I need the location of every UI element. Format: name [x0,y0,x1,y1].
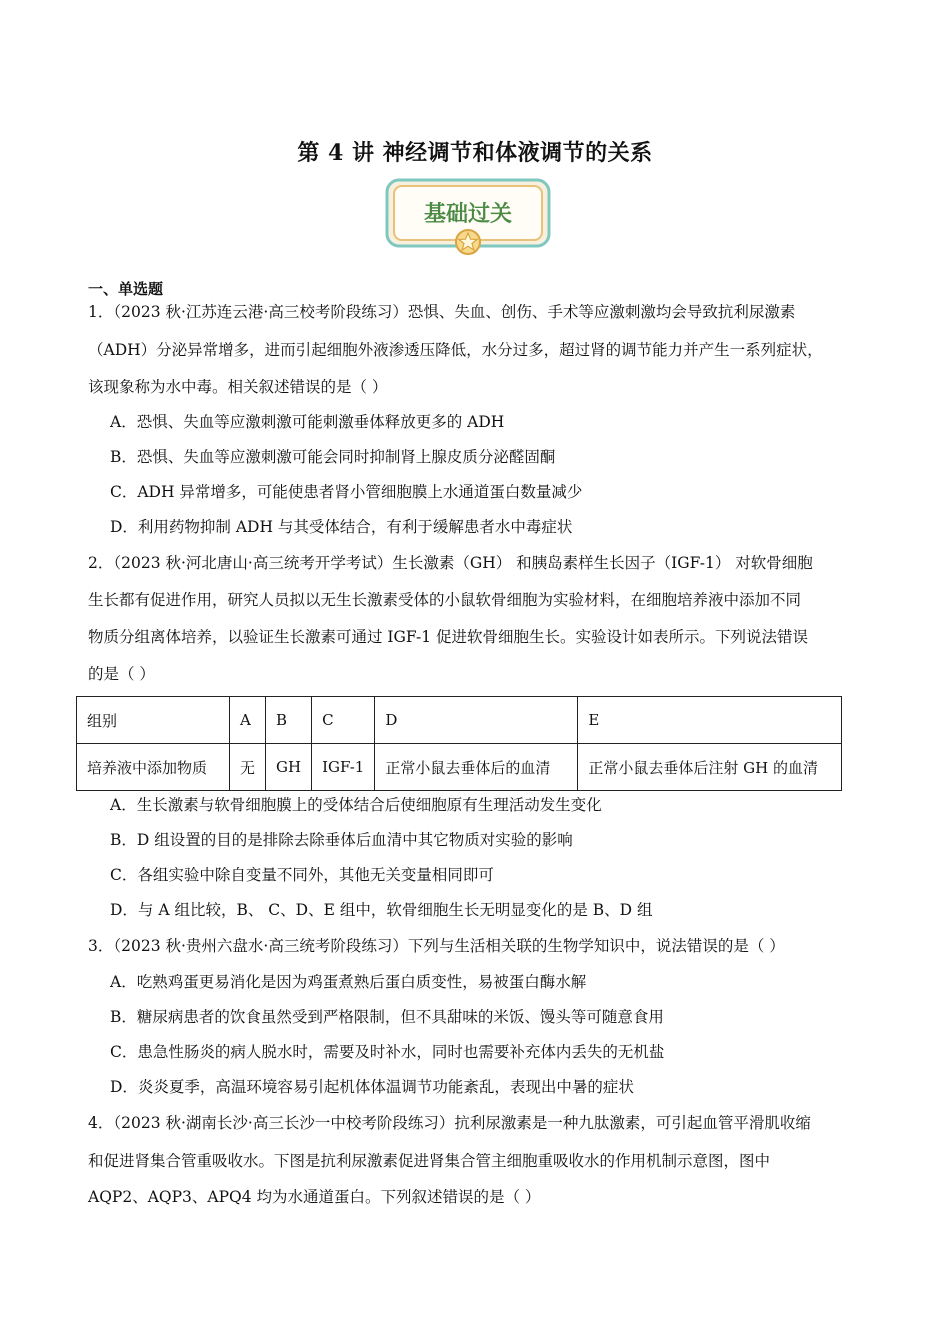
badge-label: 基础过关 [423,202,513,227]
table-cell: 无 [230,744,266,791]
table-cell: A [230,697,266,744]
q2-stem-line: 2．（2023 秋·河北唐山·高三统考开学考试）生长激素（GH） 和胰岛素样生长因子（IGF-1） 对软骨细胞 [88,554,813,572]
q2-stem-line: 生长都有促进作用，研究人员拟以无生长激素受体的小鼠软骨细胞为实验材料，在细胞培养液中添加不同 [88,591,802,609]
q4-stem-line: AQP2、AQP3、APQ4 均为水通道蛋白。下列叙述错误的是（ ） [88,1188,541,1206]
table-cell: 培养液中添加物质 [77,744,230,791]
q3-option-c[interactable]: C．患急性肠炎的病人脱水时，需要及时补水，同时也需要补充体内丢失的无机盐 [110,1043,665,1061]
table-cell: C [312,697,375,744]
table-cell: E [578,697,842,744]
q1-stem-line: 1．（2023 秋·江苏连云港·高三校考阶段练习）恐惧、失血、创伤、手术等应激刺激均会导致抗利尿激素 [88,303,796,321]
q4-stem-line: 和促进肾集合管重吸收水。下图是抗利尿激素促进肾集合管主细胞重吸收水的作用机制示意图，图中 [88,1152,771,1170]
q3-option-b[interactable]: B．糖尿病患者的饮食虽然受到严格限制，但不具甜味的米饭、馒头等可随意食用 [110,1008,664,1026]
q1-option-c[interactable]: C．ADH 异常增多，可能使患者肾小管细胞膜上水通道蛋白数量减少 [110,483,583,501]
table-cell: D [375,697,578,744]
q2-option-d[interactable]: D．与 A 组比较，B、 C、D、E 组中，软骨细胞生长无明显变化的是 B、D 组 [110,901,653,919]
q1-option-a[interactable]: A．恐惧、失血等应激刺激可能刺激垂体释放更多的 ADH [110,413,505,431]
q1-stem-line: （ADH）分泌异常增多，进而引起细胞外液渗透压降低，水分过多，超过肾的调节能力并产生一系列症状， [88,341,823,359]
q3-stem-line: 3．（2023 秋·贵州六盘水·高三统考阶段练习）下列与生活相关联的生物学知识中，说法错误的是（ ） [88,937,785,955]
q3-option-a[interactable]: A．吃熟鸡蛋更易消化是因为鸡蛋煮熟后蛋白质变性，易被蛋白酶水解 [110,973,587,991]
experiment-table [76,696,842,791]
q1-option-b[interactable]: B．恐惧、失血等应激刺激可能会同时抑制肾上腺皮质分泌醛固酮 [110,448,556,466]
q2-option-b[interactable]: B．D 组设置的目的是排除去除垂体后血清中其它物质对实验的影响 [110,831,573,849]
q2-option-a[interactable]: A．生长激素与软骨细胞膜上的受体结合后使细胞原有生理活动发生变化 [110,796,602,814]
section-heading: 一、单选题 [88,280,164,298]
q2-stem-line: 物质分组离体培养，以验证生长激素可通过 IGF-1 促进软骨细胞生长。实验设计如表所示。下列说法错误 [88,628,809,646]
table-cell: IGF-1 [312,744,375,791]
table-cell: 正常小鼠去垂体后的血清 [375,744,578,791]
q4-stem-line: 4．（2023 秋·湖南长沙·高三长沙一中校考阶段练习）抗利尿激素是一种九肽激素，可引起血管平滑肌收缩 [88,1114,811,1132]
page-title: 第 4 讲 神经调节和体液调节的关系 [297,140,653,166]
table-cell: GH [266,744,312,791]
table-header-row [77,697,842,744]
q3-option-d[interactable]: D．炎炎夏季，高温环境容易引起机体体温调节功能紊乱，表现出中暑的症状 [110,1078,634,1096]
q2-option-c[interactable]: C．各组实验中除自变量不同外，其他无关变量相同即可 [110,866,494,884]
table-cell: 组别 [77,697,230,744]
q1-option-d[interactable]: D．利用药物抑制 ADH 与其受体结合，有利于缓解患者水中毒症状 [110,518,573,536]
star-icon [456,230,480,254]
table-cell: 正常小鼠去垂体后注射 GH 的血清 [578,744,842,791]
q1-stem-line: 该现象称为水中毒。相关叙述错误的是（ ） [88,378,388,396]
table-row [77,744,842,791]
basic-level-badge [385,176,551,256]
q2-stem-line: 的是（ ） [88,665,155,683]
table-cell: B [266,697,312,744]
